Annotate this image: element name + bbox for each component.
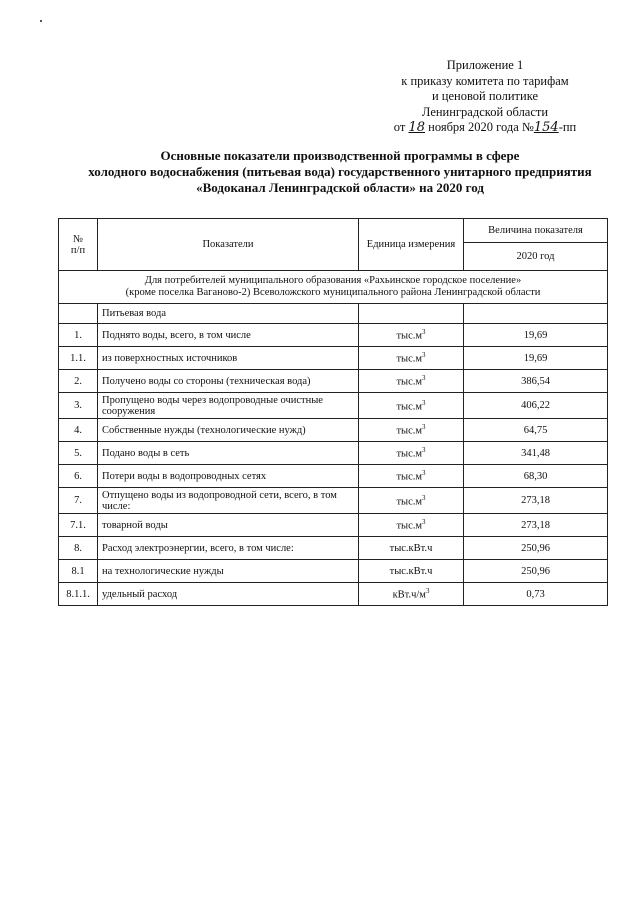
row-number: 8.1.1. <box>59 583 98 606</box>
row-indicator: Отпущено воды из водопроводной сети, всего, в том числе: <box>98 488 359 514</box>
unit-superscript: 3 <box>422 423 426 432</box>
row-number: 8. <box>59 537 98 560</box>
row-unit <box>359 370 464 393</box>
row-value: 273,18 <box>464 488 608 514</box>
header-num-line-2: п/п <box>70 244 86 256</box>
table-row <box>59 442 608 465</box>
row-number: 8.1 <box>59 560 98 583</box>
unit-superscript: 3 <box>425 587 430 596</box>
row-unit <box>359 442 464 465</box>
table-row <box>59 347 608 370</box>
row-indicator: Поднято воды, всего, в том числе <box>98 324 359 347</box>
unit-text: тыс.м <box>396 353 423 365</box>
unit-text: тыс.м <box>396 520 423 532</box>
row-indicator: Расход электроэнергии, всего, в том числе: <box>98 537 359 560</box>
annex-date-line <box>380 120 590 136</box>
indicators-table <box>58 218 608 606</box>
row-number: 3. <box>59 393 98 419</box>
row-value: 250,96 <box>464 560 608 583</box>
header-indicator: Показатели <box>98 219 359 271</box>
row-value: 0,73 <box>464 583 608 606</box>
unit-superscript: 3 <box>422 374 426 383</box>
row-number: 1.1. <box>59 347 98 370</box>
row-value: 19,69 <box>464 324 608 347</box>
section-unit-cell <box>359 304 464 324</box>
row-indicator: Собственные нужды (технологические нужд) <box>98 419 359 442</box>
unit-superscript: 3 <box>422 351 426 360</box>
unit-text: тыс.м <box>396 471 423 483</box>
title-line-3: «Водоканал Ленинградской области» на 2020 год <box>196 180 484 195</box>
row-indicator: на технологические нужды <box>98 560 359 583</box>
unit-text: тыс.м <box>396 376 423 388</box>
table-row <box>59 583 608 606</box>
unit-text: тыс.кВт.ч <box>389 565 433 577</box>
row-unit <box>359 537 464 560</box>
row-unit <box>359 393 464 419</box>
annex-line-3: и ценовой политике <box>431 89 539 103</box>
row-value: 64,75 <box>464 419 608 442</box>
group-line-1: Для потребителей муниципального образования «Рахьинское городское поселение» <box>144 275 522 286</box>
row-value: 341,48 <box>464 442 608 465</box>
annex-block <box>380 58 590 136</box>
table-row <box>59 324 608 347</box>
unit-superscript: 3 <box>422 446 426 455</box>
row-indicator: из поверхностных источников <box>98 347 359 370</box>
table-row <box>59 370 608 393</box>
unit-text: тыс.кВт.ч <box>389 542 433 554</box>
row-unit <box>359 583 464 606</box>
row-value: 19,69 <box>464 347 608 370</box>
unit-text: тыс.м <box>396 330 423 342</box>
header-num-line-1: № <box>72 233 84 245</box>
table-row <box>59 465 608 488</box>
table-row <box>59 393 608 419</box>
row-indicator: Пропущено воды через водопроводные очистные сооружения <box>98 393 359 419</box>
table-row <box>59 560 608 583</box>
unit-text: тыс.м <box>396 496 423 508</box>
annex-line-4: Ленинградской области <box>421 104 549 119</box>
row-number: 4. <box>59 419 98 442</box>
title-line-1: Основные показатели производственной программы в сфере <box>160 148 520 163</box>
header-value: Величина показателя <box>464 219 608 243</box>
handwritten-number: 154 <box>533 120 559 135</box>
row-indicator: товарной воды <box>98 514 359 537</box>
row-unit <box>359 560 464 583</box>
row-number: 7. <box>59 488 98 514</box>
table-row <box>59 419 608 442</box>
row-indicator: удельный расход <box>98 583 359 606</box>
section-num-cell <box>59 304 98 324</box>
row-value: 250,96 <box>464 537 608 560</box>
scan-speck <box>40 20 42 22</box>
row-indicator: Подано воды в сеть <box>98 442 359 465</box>
group-line-2: (кроме поселка Ваганово-2) Всеволожского муниципального района Ленинградской области <box>125 287 541 298</box>
unit-text: кВт.ч/м <box>392 589 426 601</box>
unit-superscript: 3 <box>422 469 426 478</box>
row-number: 6. <box>59 465 98 488</box>
row-unit <box>359 347 464 370</box>
row-number: 1. <box>59 324 98 347</box>
row-unit <box>359 488 464 514</box>
row-unit <box>359 324 464 347</box>
number-suffix: -пп <box>558 120 577 134</box>
date-prefix: от <box>393 120 406 134</box>
row-value: 273,18 <box>464 514 608 537</box>
unit-superscript: 3 <box>422 398 426 407</box>
row-unit <box>359 465 464 488</box>
table-row <box>59 537 608 560</box>
header-unit: Единица измерения <box>359 219 464 271</box>
unit-superscript: 3 <box>422 328 426 337</box>
table-row <box>59 488 608 514</box>
date-mid: ноября 2020 года № <box>428 120 534 134</box>
annex-line-1: Приложение 1 <box>446 58 524 72</box>
row-value: 406,22 <box>464 393 608 419</box>
document-title <box>70 148 610 196</box>
section-label: Питьевая вода <box>98 304 359 324</box>
unit-superscript: 3 <box>422 493 426 502</box>
header-year: 2020 год <box>464 243 608 271</box>
row-number: 7.1. <box>59 514 98 537</box>
unit-text: тыс.м <box>396 401 423 413</box>
consumer-group-row <box>59 271 608 304</box>
unit-text: тыс.м <box>396 448 423 460</box>
header-num <box>59 219 98 271</box>
handwritten-day: 18 <box>408 120 425 135</box>
row-number: 5. <box>59 442 98 465</box>
row-number: 2. <box>59 370 98 393</box>
title-line-2: холодного водоснабжения (питьевая вода) государственного унитарного предприятия <box>88 164 592 179</box>
row-unit <box>359 419 464 442</box>
table-row <box>59 514 608 537</box>
row-unit <box>359 514 464 537</box>
row-value: 386,54 <box>464 370 608 393</box>
unit-text: тыс.м <box>396 425 423 437</box>
row-indicator: Потери воды в водопроводных сетях <box>98 465 359 488</box>
section-value-cell <box>464 304 608 324</box>
row-indicator: Получено воды со стороны (техническая вода) <box>98 370 359 393</box>
unit-superscript: 3 <box>422 518 426 527</box>
row-value: 68,30 <box>464 465 608 488</box>
annex-line-2: к приказу комитета по тарифам <box>401 73 569 88</box>
